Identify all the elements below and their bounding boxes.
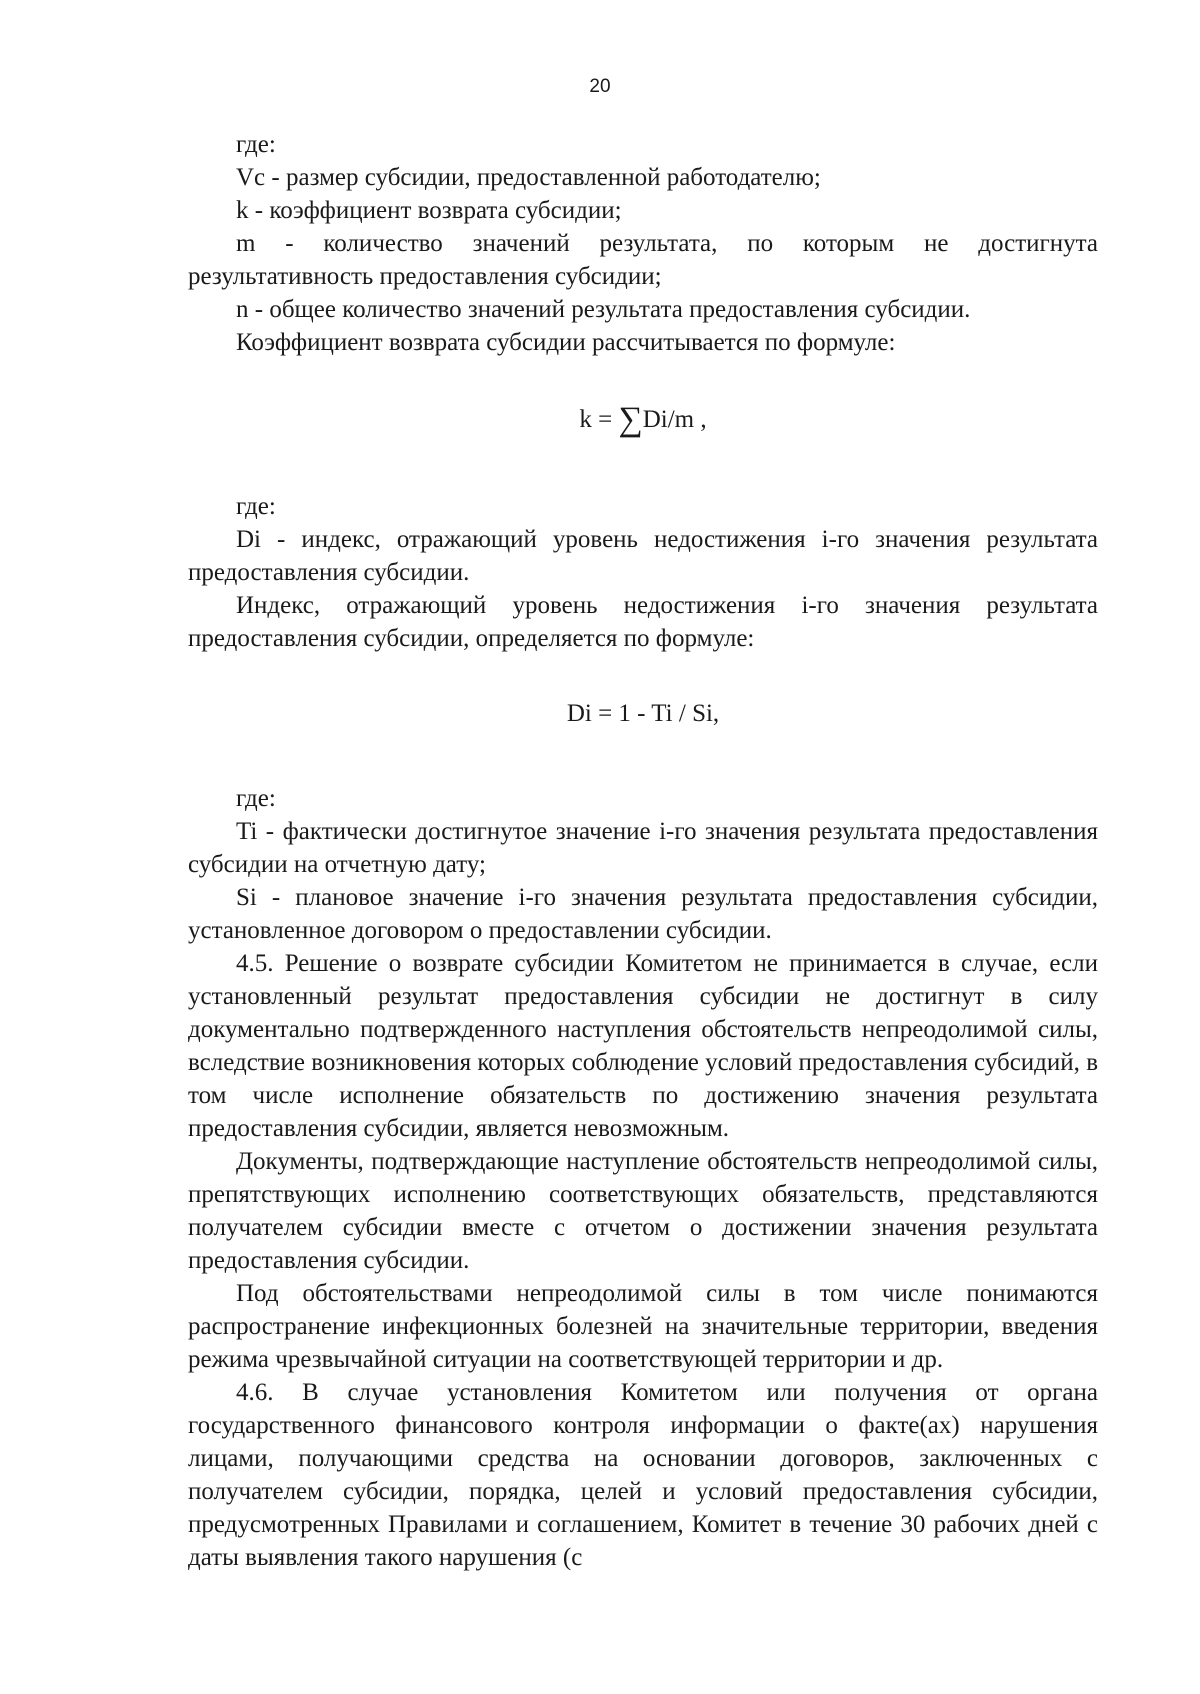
paragraph-m-definition: m - количество значений результата, по которым не достигнута результативность предоставления субсидии;: [188, 230, 1098, 290]
sum-symbol: ∑: [618, 401, 643, 438]
paragraph-si-definition: Si - плановое значение i-го значения результата предоставления субсидии, установленное договором о предоставлении субсидии.: [188, 884, 1098, 944]
page-number: 20: [589, 76, 611, 97]
document-body: [188, 128, 1098, 1574]
formula-k-lhs: k =: [579, 406, 613, 433]
paragraph-coefficient-intro: Коэффициент возврата субсидии рассчитывается по формуле:: [236, 329, 896, 356]
formula-di: Di = 1 - Ti / Si,: [566, 700, 720, 727]
paragraph-force-majeure: Под обстоятельствами непреодолимой силы в том числе понимаются распространение инфекционных болезней на значительные территории, введения режима чрезвычайной ситуации на соответствующей территории и др.: [188, 1280, 1098, 1373]
paragraph-di-definition: Di - индекс, отражающий уровень недостижения i-го значения результата предоставления субсидии.: [188, 526, 1098, 586]
paragraph-n-definition: n - общее количество значений результата предоставления субсидии.: [236, 296, 971, 323]
paragraph-4-6: 4.6. В случае установления Комитетом или получения от органа государственного финансового контроля информации о факте(ах) нарушения лицами, получающими средства на основании договоров, заключенных с получателем субсидии, порядка, целей и условий предоставления субсидии, предусмотренных Правилами и соглашением, Комитет в течение 30 рабочих дней с даты выявления такого нарушения (с: [188, 1379, 1098, 1571]
where-label: где:: [236, 493, 276, 520]
formula-k-rhs: Di/m ,: [642, 406, 707, 433]
paragraph-vc-definition: Vc - размер субсидии, предоставленной работодателю;: [236, 164, 821, 191]
paragraph-documents: Документы, подтверждающие наступление обстоятельств непреодолимой силы, препятствующих исполнению соответствующих обязательств, представляются получателем субсидии вместе с отчетом о достижении значения результата предоставления субсидии.: [188, 1148, 1098, 1274]
where-label: где:: [236, 131, 276, 158]
formula-k: [188, 403, 1098, 436]
paragraph-index-intro: Индекс, отражающий уровень недостижения i-го значения результата предоставления субсидии, определяется по формуле:: [188, 592, 1098, 652]
where-label: где:: [236, 785, 276, 812]
paragraph-k-definition: k - коэффициент возврата субсидии;: [236, 197, 622, 224]
paragraph-4-5: 4.5. Решение о возврате субсидии Комитетом не принимается в случае, если установленный результат предоставления субсидии не достигнут в силу документально подтвержденного наступления обстоятельств непреодолимой силы, вследствие возникновения которых соблюдение условий предоставления субсидий, в том числе исполнение обязательств по достижению значения результата предоставления субсидии, является невозможным.: [188, 950, 1098, 1142]
paragraph-ti-definition: Ti - фактически достигнутое значение i-го значения результата предоставления субсидии на отчетную дату;: [188, 818, 1098, 878]
